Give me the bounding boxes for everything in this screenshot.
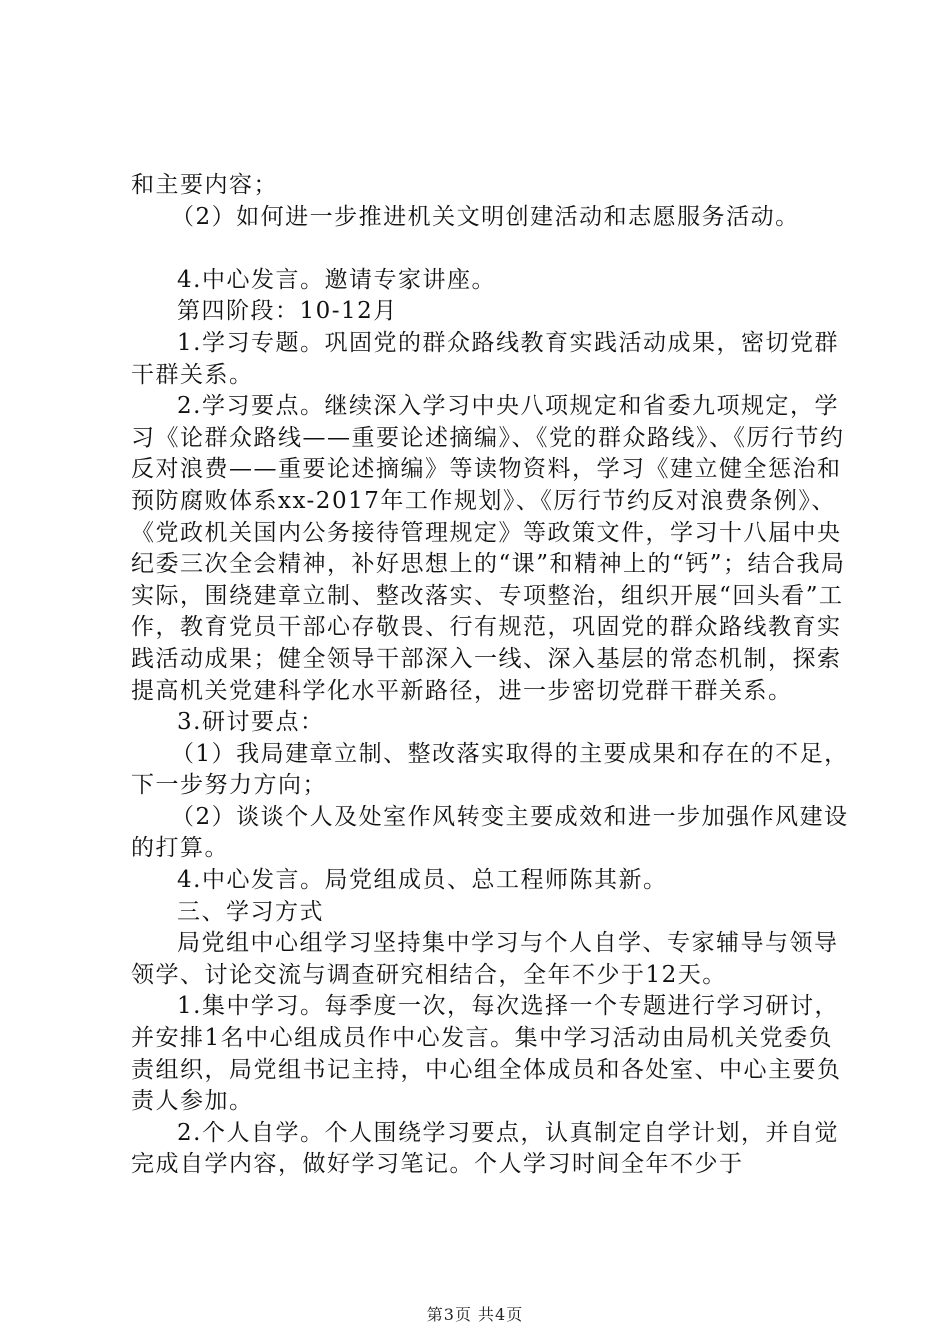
document-body xyxy=(131,170,851,1181)
paragraph-discussion-points: 3.研讨要点： xyxy=(177,709,325,736)
page-number-footer: 第3页 共4页 xyxy=(426,1305,524,1324)
paragraph-central-speech: 4.中心发言。邀请专家讲座。 xyxy=(177,266,496,293)
paragraph-discussion-item-2: （2）谈谈个人及处室作风转变主要成效和进一步加强作风建设的打算。 xyxy=(131,803,849,862)
section-heading-stage-four: 第四阶段：10-12月 xyxy=(177,298,398,325)
paragraph-central-speech-2: 4.中心发言。局党组成员、总工程师陈其新。 xyxy=(177,867,668,894)
blank-line xyxy=(131,233,851,265)
paragraph-group-study: 1.集中学习。每季度一次，每次选择一个专题进行学习研讨，并安排1名中心组成员作中心发言。集中学习活动由局机关党委负责组织，局党组书记主持，中心组全体成员和各处室、中心主要负责人参加。 xyxy=(131,993,842,1115)
paragraph-study-points: 2.学习要点。继续深入学习中央八项规定和省委九项规定，学习《论群众路线——重要论述摘编》、《党的群众路线》、《厉行节约反对浪费——重要论述摘编》等读物资料，学习《建立健全惩治和预防腐败体系xx-2017年工作规划》、《厉行节约反对浪费条例》、《党政机关国内公务接待管理规定》等政策文件，学习十八届中央纪委三次全会精神，补好思想上的“课”和精神上的“钙”；结合我局实际，围绕建章立制、整改落实、专项整治，组织开展“回头看”工作，教育党员干部心存敬畏、行有规范，巩固党的群众路线教育实践活动成果；健全领导干部深入一线、深入基层的常态机制，探索提高机关党建科学化水平新路径，进一步密切党群干群关系。 xyxy=(131,393,846,704)
paragraph-continuation: 和主要内容； xyxy=(131,172,278,198)
paragraph-self-study: 2.个人自学。个人围绕学习要点，认真制定自学计划，并自觉完成自学内容，做好学习笔记。个人学习时间全年不少于 xyxy=(131,1119,839,1178)
paragraph-item-2: （2）如何进一步推进机关文明创建活动和志愿服务活动。 xyxy=(171,203,800,230)
paragraph-study-method-intro: 局党组中心组学习坚持集中学习与个人自学、专家辅导与领导领学、讨论交流与调查研究相结合，全年不少于12天。 xyxy=(131,930,839,988)
paragraph-study-topic: 1.学习专题。巩固党的群众路线教育实践活动成果，密切党群干群关系。 xyxy=(131,329,839,388)
paragraph-discussion-item-1: （1）我局建章立制、整改落实取得的主要成果和存在的不足，下一步努力方向； xyxy=(131,740,849,799)
section-heading-study-method: 三、学习方式 xyxy=(177,898,324,925)
